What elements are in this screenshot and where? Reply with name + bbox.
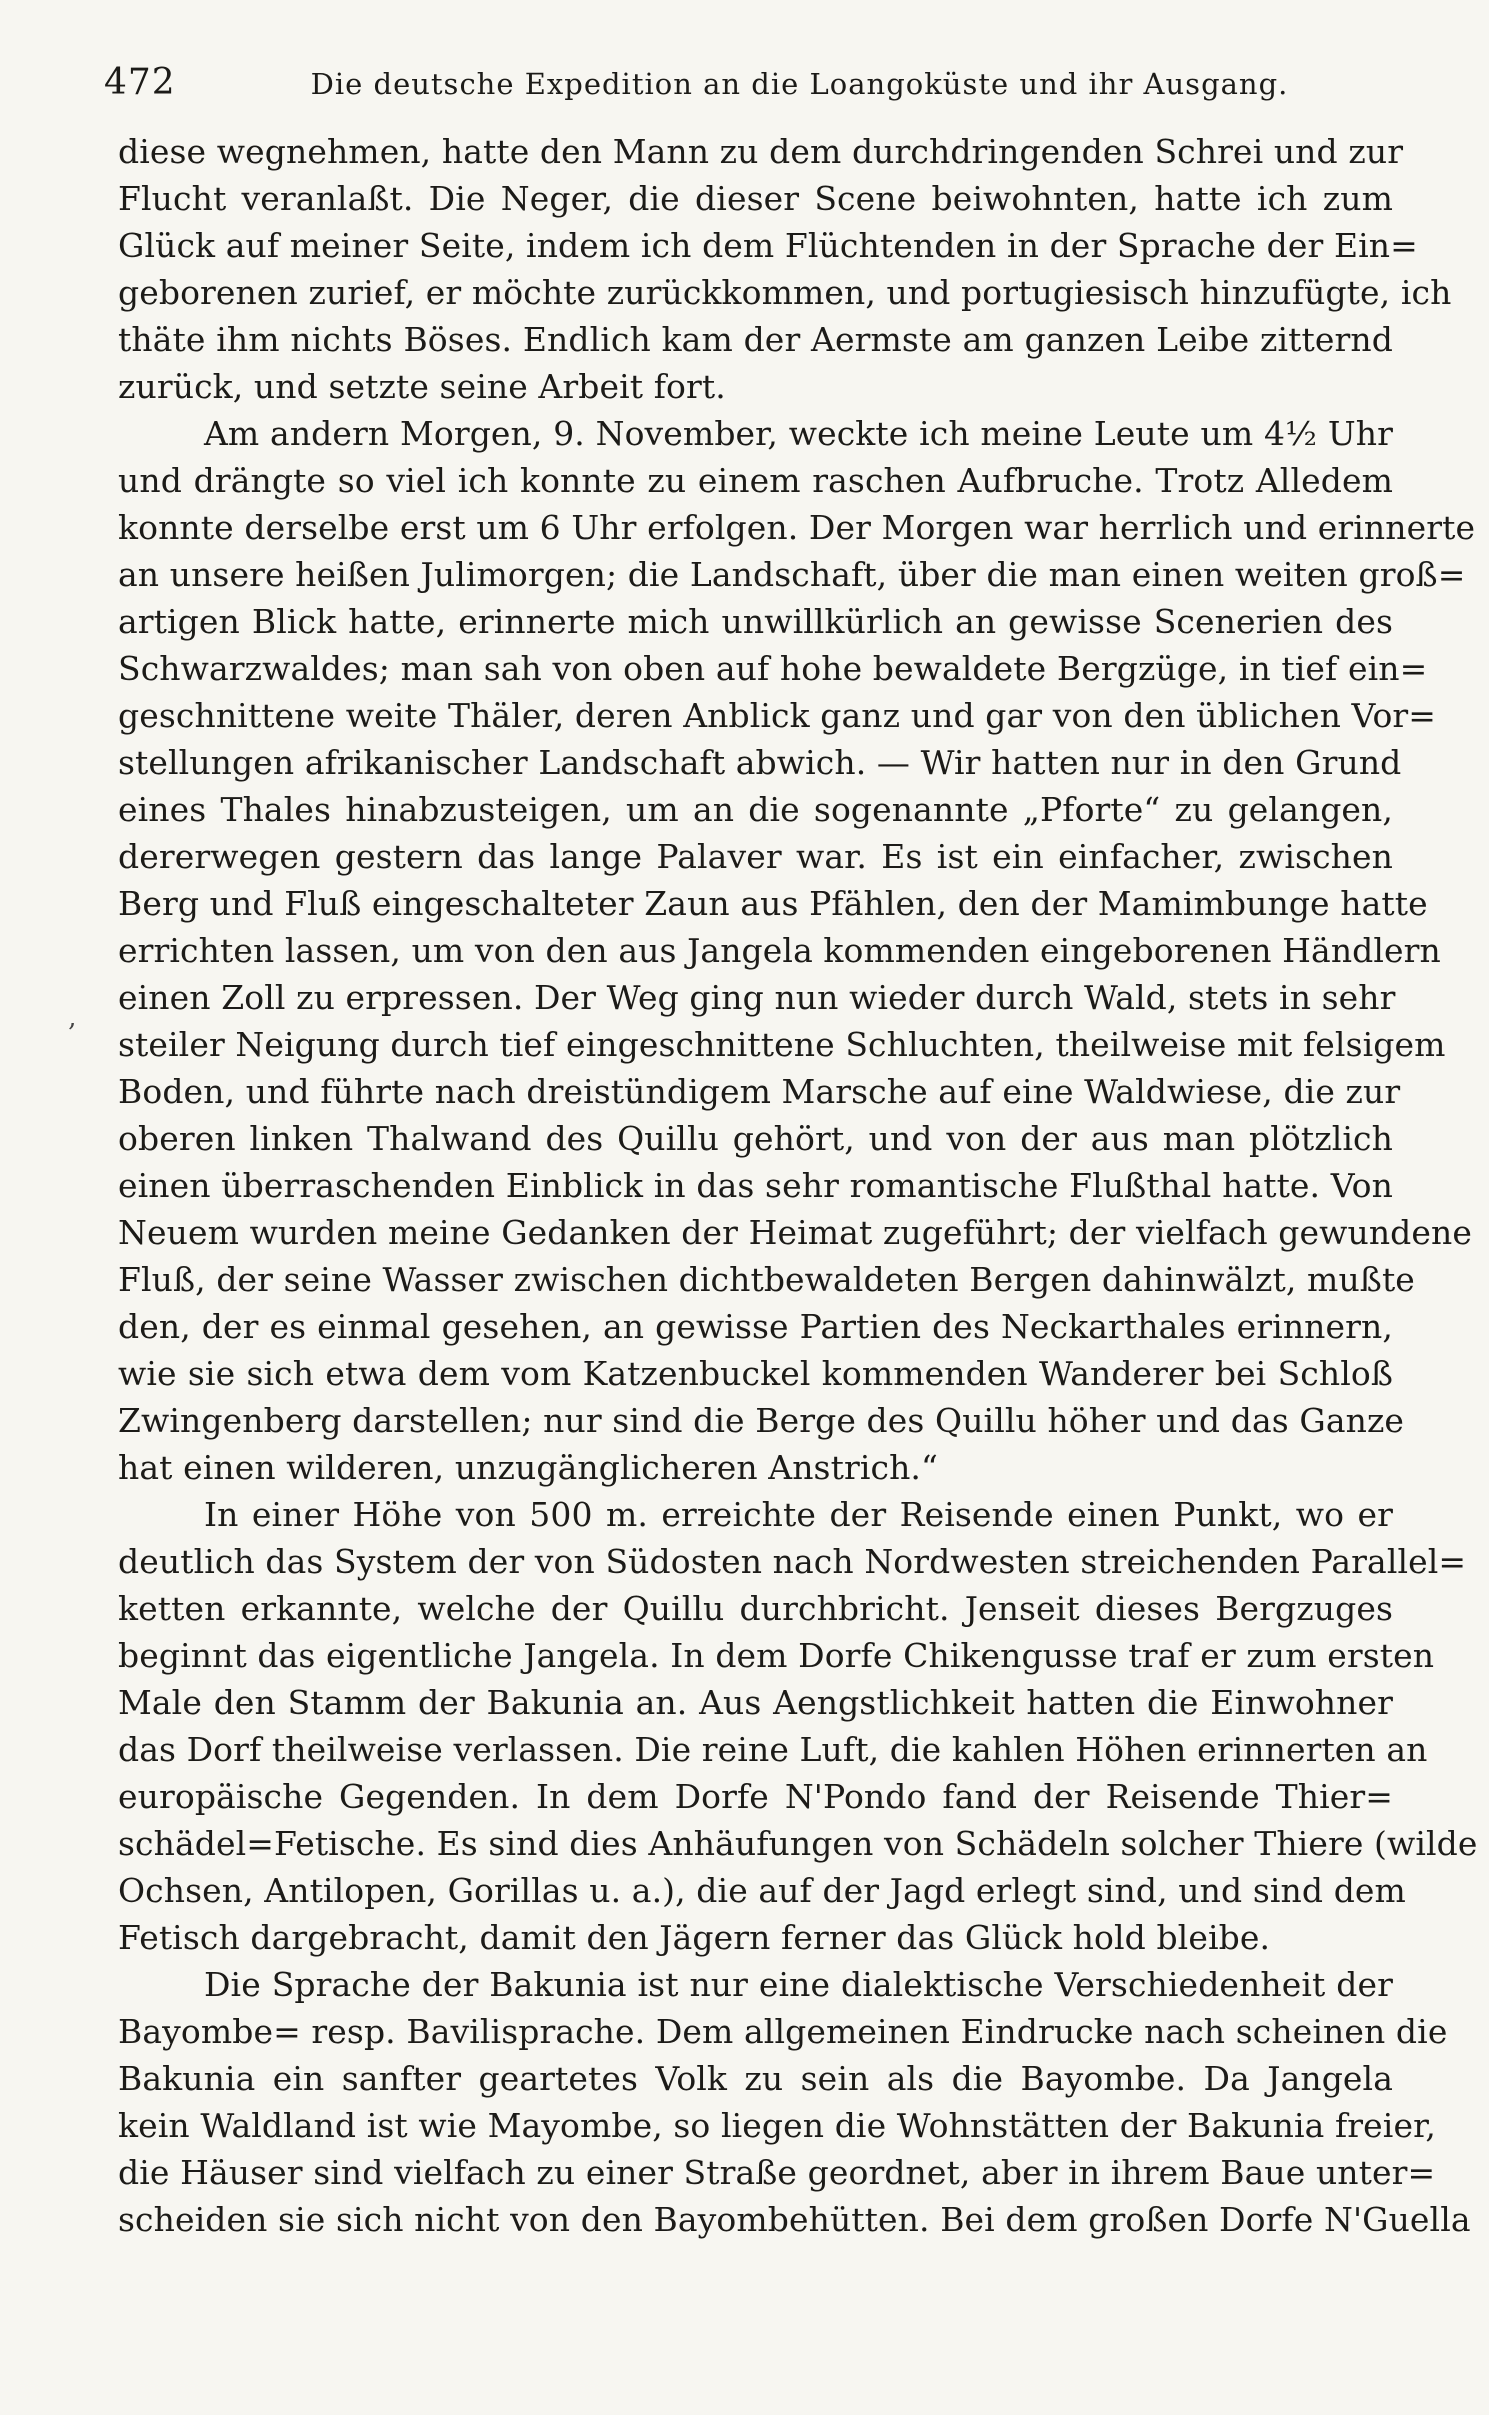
text-line: europäische Gegenden. In dem Dorfe N'Pondo fand der Reisende Thier= — [118, 1777, 1393, 1816]
text-line: Neuem wurden meine Gedanken der Heimat zugeführt; der vielfach gewundene — [118, 1213, 1473, 1252]
text-line: Zwingenberg darstellen; nur sind die Berge des Quillu höher und das Ganze — [118, 1401, 1405, 1440]
text-line: Ochsen, Antilopen, Gorillas u. a.), die auf der Jagd erlegt sind, und sind dem — [118, 1871, 1406, 1910]
paragraph — [118, 410, 1476, 1491]
text-line: zurück, und setzte seine Arbeit fort. — [118, 367, 726, 406]
text-line: errichten lassen, um von den aus Jangela kommenden eingeborenen Händlern — [118, 931, 1441, 970]
text-line: thäte ihm nichts Böses. Endlich kam der Aermste am ganzen Leibe zitternd — [118, 320, 1393, 359]
text-line: oberen linken Thalwand des Quillu gehört, und von der aus man plötzlich — [118, 1119, 1393, 1158]
text-line: Glück auf meiner Seite, indem ich dem Flüchtenden in der Sprache der Ein= — [118, 226, 1418, 265]
text-line: steiler Neigung durch tief eingeschnittene Schluchten, theilweise mit felsigem — [118, 1025, 1446, 1064]
text-line: kein Waldland ist wie Mayombe, so liegen die Wohnstätten der Bakunia freier, — [118, 2106, 1436, 2145]
text-line: geborenen zurief, er möchte zurückkommen, und portugiesisch hinzufügte, ich — [118, 273, 1452, 312]
text-line: Male den Stamm der Bakunia an. Aus Aengstlichkeit hatten die Einwohner — [118, 1683, 1393, 1722]
text-line: Am andern Morgen, 9. November, weckte ich meine Leute um 4½ Uhr — [204, 414, 1393, 453]
text-line: an unsere heißen Julimorgen; die Landschaft, über die man einen weiten groß= — [118, 555, 1466, 594]
text-line: Schwarzwaldes; man sah von oben auf hohe bewaldete Bergzüge, in tief ein= — [118, 649, 1428, 688]
text-line: artigen Blick hatte, erinnerte mich unwillkürlich an gewisse Scenerien des — [118, 602, 1393, 641]
text-line: den, der es einmal gesehen, an gewisse Partien des Neckarthales erinnern, — [118, 1307, 1393, 1346]
text-line: das Dorf theilweise verlassen. Die reine Luft, die kahlen Höhen erinnerten an — [118, 1730, 1428, 1769]
text-line: eines Thales hinabzusteigen, um an die sogenannte „Pforte“ zu gelangen, — [118, 790, 1393, 829]
text-line: ketten erkannte, welche der Quillu durchbricht. Jenseit dieses Bergzuges — [118, 1589, 1393, 1628]
text-line: dererwegen gestern das lange Palaver war. Es ist ein einfacher, zwischen — [118, 837, 1393, 876]
text-line: Fluß, der seine Wasser zwischen dichtbewaldeten Bergen dahinwälzt, mußte — [118, 1260, 1415, 1299]
margin-mark: ‚ — [68, 1003, 77, 1033]
text-line: einen Zoll zu erpressen. Der Weg ging nun wieder durch Wald, stets in sehr — [118, 978, 1396, 1017]
text-line: Bayombe= resp. Bavilisprache. Dem allgemeinen Eindrucke nach scheinen die — [118, 2012, 1448, 2051]
text-line: schädel=Fetische. Es sind dies Anhäufungen von Schädeln solcher Thiere (wilde — [118, 1824, 1478, 1863]
text-line: beginnt das eigentliche Jangela. In dem Dorfe Chikengusse traf er zum ersten — [118, 1636, 1435, 1675]
running-head: Die deutsche Expedition an die Loangoküste und ihr Ausgang. — [310, 67, 1289, 101]
body-text — [118, 128, 1478, 2243]
text-line: Fetisch dargebracht, damit den Jägern ferner das Glück hold bleibe. — [118, 1918, 1271, 1957]
text-line: scheiden sie sich nicht von den Bayombehütten. Bei dem großen Dorfe N'Guella — [118, 2200, 1471, 2239]
text-line: diese wegnehmen, hatte den Mann zu dem durchdringenden Schrei und zur — [118, 132, 1404, 171]
text-line: wie sie sich etwa dem vom Katzenbuckel kommenden Wanderer bei Schloß — [118, 1354, 1393, 1393]
paragraph — [118, 1491, 1478, 1961]
paragraph — [118, 128, 1452, 410]
text-line: Flucht veranlaßt. Die Neger, die dieser Scene beiwohnten, hatte ich zum — [118, 179, 1393, 218]
text-line: Berg und Fluß eingeschalteter Zaun aus Pfählen, den der Mamimbunge hatte — [118, 884, 1428, 923]
text-line: Die Sprache der Bakunia ist nur eine dialektische Verschiedenheit der — [204, 1965, 1393, 2004]
text-line: Bakunia ein sanfter geartetes Volk zu sein als die Bayombe. Da Jangela — [118, 2059, 1393, 2098]
text-line: einen überraschenden Einblick in das sehr romantische Flußthal hatte. Von — [118, 1166, 1393, 1205]
text-line: deutlich das System der von Südosten nach Nordwesten streichenden Parallel= — [118, 1542, 1467, 1581]
text-line: Boden, und führte nach dreistündigem Marsche auf eine Waldwiese, die zur — [118, 1072, 1401, 1111]
text-line: hat einen wilderen, unzugänglicheren Anstrich.“ — [118, 1448, 938, 1487]
text-line: die Häuser sind vielfach zu einer Straße geordnet, aber in ihrem Baue unter= — [118, 2153, 1436, 2192]
text-line: und drängte so viel ich konnte zu einem raschen Aufbruche. Trotz Alledem — [118, 461, 1393, 500]
text-line: In einer Höhe von 500 m. erreichte der Reisende einen Punkt, wo er — [204, 1495, 1393, 1534]
text-line: konnte derselbe erst um 6 Uhr erfolgen. Der Morgen war herrlich und erinnerte — [118, 508, 1476, 547]
text-line: stellungen afrikanischer Landschaft abwich. — Wir hatten nur in den Grund — [118, 743, 1402, 782]
text-line: geschnittene weite Thäler, deren Anblick ganz und gar von den üblichen Vor= — [118, 696, 1437, 735]
page-number: 472 — [104, 62, 176, 103]
page-header — [104, 62, 1399, 118]
paragraph — [118, 1961, 1471, 2243]
